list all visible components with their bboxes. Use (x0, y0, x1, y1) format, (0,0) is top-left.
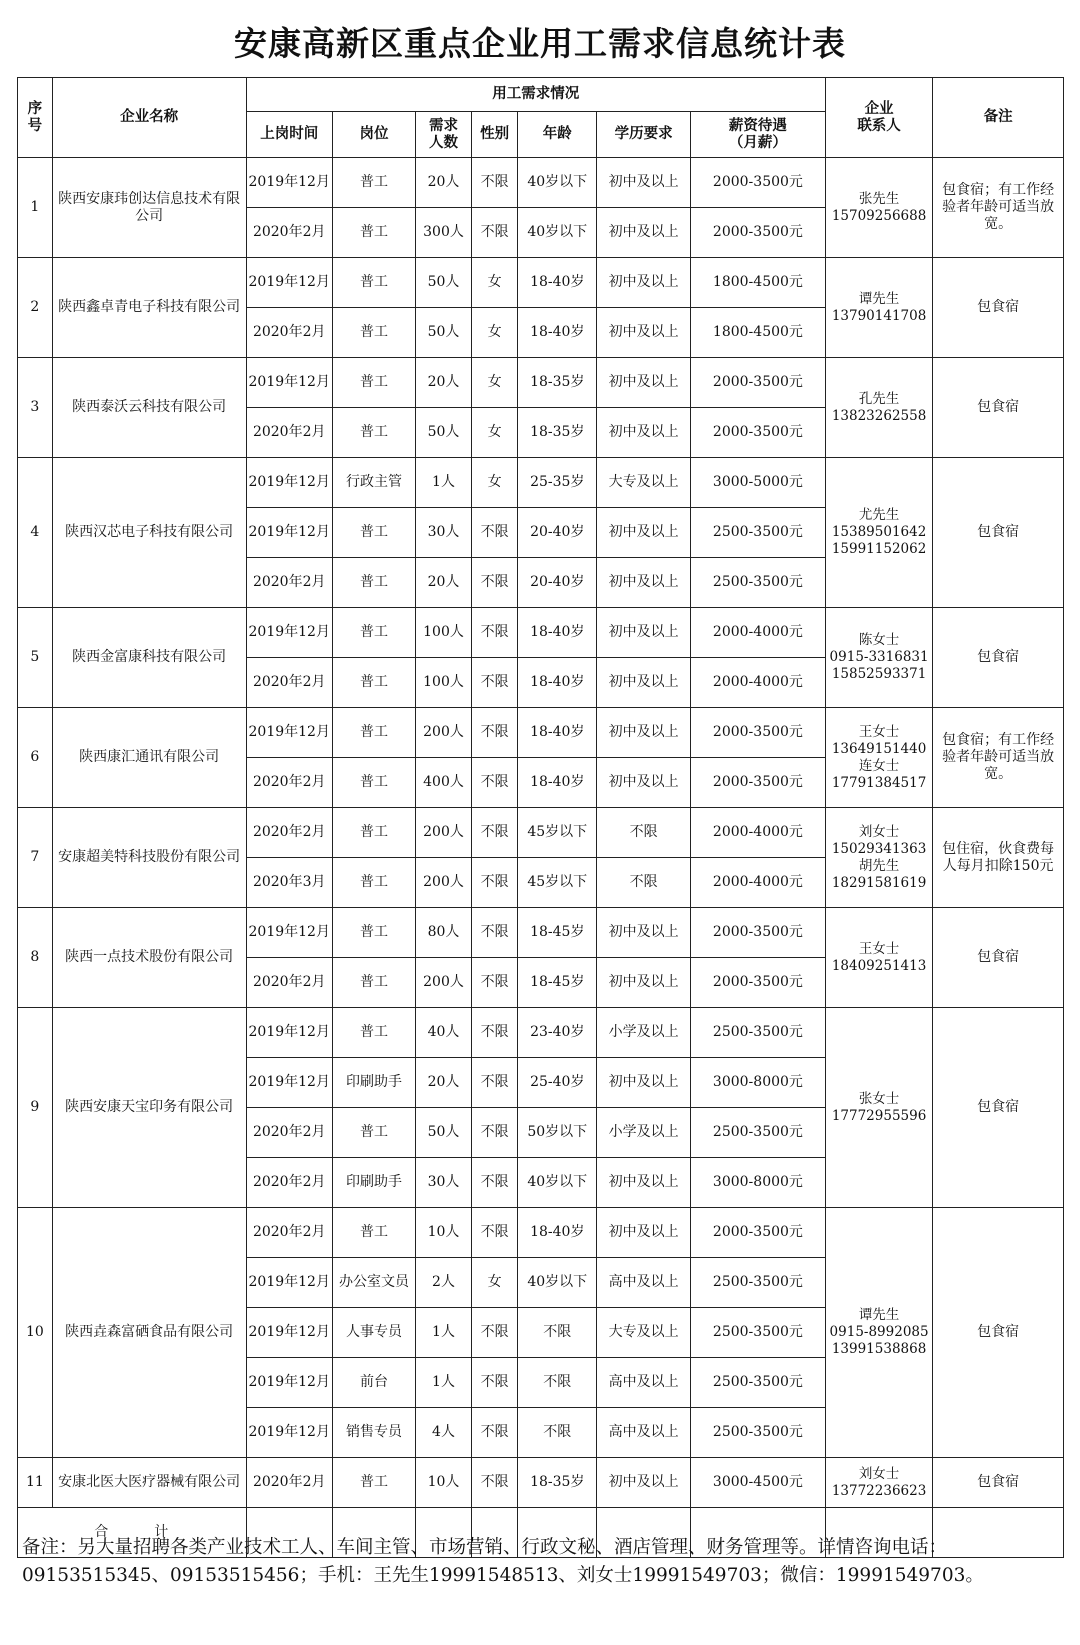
job-education: 初中及以上 (597, 358, 691, 408)
job-position: 普工 (332, 708, 415, 758)
job-position: 普工 (332, 558, 415, 608)
job-age: 40岁以下 (518, 1158, 597, 1208)
job-education: 初中及以上 (597, 508, 691, 558)
company-index: 9 (18, 1008, 53, 1208)
job-salary: 2000-4000元 (690, 808, 825, 858)
company-name: 陕西安康玮创达信息技术有限公司 (52, 158, 246, 258)
job-position: 普工 (332, 508, 415, 558)
job-salary: 2500-3500元 (690, 1108, 825, 1158)
job-salary: 2000-3500元 (690, 208, 825, 258)
job-gender: 不限 (471, 758, 517, 808)
job-position: 普工 (332, 1108, 415, 1158)
company-note: 包食宿 (933, 1208, 1064, 1458)
job-count: 50人 (416, 258, 472, 308)
job-education: 初中及以上 (597, 1458, 691, 1508)
job-gender: 女 (471, 408, 517, 458)
company-name: 陕西一点技术股份有限公司 (52, 908, 246, 1008)
job-position: 普工 (332, 958, 415, 1008)
table-row (18, 158, 1064, 208)
job-start-time: 2019年12月 (246, 1058, 332, 1108)
company-name: 安康超美特科技股份有限公司 (52, 808, 246, 908)
job-education: 初中及以上 (597, 1058, 691, 1108)
job-position: 普工 (332, 758, 415, 808)
job-gender: 不限 (471, 1458, 517, 1508)
job-start-time: 2020年2月 (246, 408, 332, 458)
job-position: 普工 (332, 858, 415, 908)
header-position: 岗位 (332, 112, 415, 158)
job-count: 200人 (416, 808, 472, 858)
job-position: 销售专员 (332, 1408, 415, 1458)
job-count: 20人 (416, 358, 472, 408)
job-start-time: 2019年12月 (246, 1008, 332, 1058)
job-education: 初中及以上 (597, 408, 691, 458)
job-gender: 女 (471, 1258, 517, 1308)
company-contact: 王女士 13649151440 连女士 17791384517 (825, 708, 932, 808)
job-start-time: 2019年12月 (246, 1258, 332, 1308)
job-position: 人事专员 (332, 1308, 415, 1358)
company-name: 陕西垚森富硒食品有限公司 (52, 1208, 246, 1458)
job-count: 50人 (416, 408, 472, 458)
job-count: 20人 (416, 1058, 472, 1108)
company-note: 包食宿 (933, 908, 1064, 1008)
job-age: 18-40岁 (518, 258, 597, 308)
company-note: 包住宿，伙食费每人每月扣除150元 (933, 808, 1064, 908)
table-row (18, 258, 1064, 308)
company-note: 包食宿；有工作经验者年龄可适当放宽。 (933, 708, 1064, 808)
table-body (18, 158, 1064, 1558)
job-gender: 不限 (471, 1008, 517, 1058)
job-age: 18-40岁 (518, 708, 597, 758)
job-salary: 2000-3500元 (690, 958, 825, 1008)
job-salary: 2000-3500元 (690, 758, 825, 808)
job-age: 25-35岁 (518, 458, 597, 508)
job-start-time: 2019年12月 (246, 508, 332, 558)
job-start-time: 2020年3月 (246, 858, 332, 908)
job-age: 40岁以下 (518, 1258, 597, 1308)
company-name: 陕西安康天宝印务有限公司 (52, 1008, 246, 1208)
job-age: 18-35岁 (518, 408, 597, 458)
job-gender: 不限 (471, 658, 517, 708)
job-education: 初中及以上 (597, 608, 691, 658)
company-name: 陕西汉芯电子科技有限公司 (52, 458, 246, 608)
job-education: 初中及以上 (597, 908, 691, 958)
job-education: 初中及以上 (597, 1208, 691, 1258)
job-count: 1人 (416, 458, 472, 508)
job-position: 普工 (332, 158, 415, 208)
job-education: 大专及以上 (597, 1308, 691, 1358)
job-salary: 1800-4500元 (690, 308, 825, 358)
company-index: 1 (18, 158, 53, 258)
job-position: 普工 (332, 308, 415, 358)
document-title: 安康高新区重点企业用工需求信息统计表 (234, 24, 846, 63)
table-row (18, 458, 1064, 508)
job-count: 100人 (416, 658, 472, 708)
job-salary: 2000-3500元 (690, 408, 825, 458)
job-salary: 2500-3500元 (690, 1308, 825, 1358)
job-count: 40人 (416, 1008, 472, 1058)
job-salary: 2000-3500元 (690, 708, 825, 758)
total-label: 合 计 (18, 1508, 247, 1558)
job-start-time: 2019年12月 (246, 358, 332, 408)
company-name: 陕西泰沃云科技有限公司 (52, 358, 246, 458)
job-gender: 不限 (471, 208, 517, 258)
job-start-time: 2020年2月 (246, 658, 332, 708)
company-contact: 刘女士 13772236623 (825, 1458, 932, 1508)
company-contact: 张先生 15709256688 (825, 158, 932, 258)
job-position: 行政主管 (332, 458, 415, 508)
job-start-time: 2020年2月 (246, 1458, 332, 1508)
job-count: 20人 (416, 158, 472, 208)
company-note: 包食宿 (933, 1008, 1064, 1208)
company-note: 包食宿 (933, 1458, 1064, 1508)
job-start-time: 2020年2月 (246, 208, 332, 258)
job-count: 30人 (416, 508, 472, 558)
job-start-time: 2020年2月 (246, 808, 332, 858)
job-position: 普工 (332, 1458, 415, 1508)
company-contact: 张女士 17772955596 (825, 1008, 932, 1208)
job-gender: 不限 (471, 708, 517, 758)
company-name: 陕西金富康科技有限公司 (52, 608, 246, 708)
job-education: 高中及以上 (597, 1358, 691, 1408)
job-count: 200人 (416, 708, 472, 758)
job-salary: 2000-4000元 (690, 858, 825, 908)
table-row (18, 808, 1064, 858)
job-start-time: 2019年12月 (246, 908, 332, 958)
job-education: 初中及以上 (597, 258, 691, 308)
job-education: 初中及以上 (597, 758, 691, 808)
company-name: 陕西鑫卓青电子科技有限公司 (52, 258, 246, 358)
job-salary: 2000-4000元 (690, 608, 825, 658)
company-contact: 尤先生 15389501642 15991152062 (825, 458, 932, 608)
job-start-time: 2019年12月 (246, 1358, 332, 1408)
header-count: 需求 人数 (416, 112, 472, 158)
job-age: 18-40岁 (518, 308, 597, 358)
job-start-time: 2019年12月 (246, 258, 332, 308)
job-position: 普工 (332, 658, 415, 708)
job-count: 10人 (416, 1458, 472, 1508)
job-education: 不限 (597, 808, 691, 858)
job-gender: 不限 (471, 1208, 517, 1258)
header-start-time: 上岗时间 (246, 112, 332, 158)
job-count: 4人 (416, 1408, 472, 1458)
job-start-time: 2019年12月 (246, 158, 332, 208)
job-gender: 不限 (471, 1158, 517, 1208)
company-name: 安康北医大医疗器械有限公司 (52, 1458, 246, 1508)
job-position: 印刷助手 (332, 1058, 415, 1108)
job-gender: 女 (471, 258, 517, 308)
job-education: 高中及以上 (597, 1408, 691, 1458)
company-name: 陕西康汇通讯有限公司 (52, 708, 246, 808)
company-note: 包食宿 (933, 608, 1064, 708)
job-start-time: 2020年2月 (246, 1208, 332, 1258)
company-contact: 孔先生 13823262558 (825, 358, 932, 458)
job-salary: 3000-8000元 (690, 1058, 825, 1108)
job-gender: 不限 (471, 508, 517, 558)
job-age: 45岁以下 (518, 858, 597, 908)
job-start-time: 2019年12月 (246, 1308, 332, 1358)
job-gender: 不限 (471, 558, 517, 608)
job-position: 普工 (332, 808, 415, 858)
header-contact: 企业 联系人 (825, 78, 932, 158)
job-count: 2人 (416, 1258, 472, 1308)
company-index: 7 (18, 808, 53, 908)
job-salary: 1800-4500元 (690, 258, 825, 308)
job-gender: 女 (471, 308, 517, 358)
job-position: 普工 (332, 208, 415, 258)
job-age: 40岁以下 (518, 158, 597, 208)
job-start-time: 2020年2月 (246, 1158, 332, 1208)
company-contact: 谭先生 13790141708 (825, 258, 932, 358)
job-age: 18-40岁 (518, 658, 597, 708)
job-education: 高中及以上 (597, 1258, 691, 1308)
header-education: 学历要求 (597, 112, 691, 158)
table-row (18, 708, 1064, 758)
job-position: 普工 (332, 258, 415, 308)
job-gender: 不限 (471, 158, 517, 208)
job-gender: 不限 (471, 1308, 517, 1358)
job-count: 300人 (416, 208, 472, 258)
job-position: 办公室文员 (332, 1258, 415, 1308)
job-age: 23-40岁 (518, 1008, 597, 1058)
job-education: 初中及以上 (597, 658, 691, 708)
job-salary: 2000-4000元 (690, 658, 825, 708)
job-start-time: 2019年12月 (246, 608, 332, 658)
job-age: 25-40岁 (518, 1058, 597, 1108)
table-row (18, 1008, 1064, 1058)
table-row (18, 1208, 1064, 1258)
job-gender: 不限 (471, 858, 517, 908)
job-salary: 2000-3500元 (690, 908, 825, 958)
job-position: 印刷助手 (332, 1158, 415, 1208)
job-age: 18-40岁 (518, 1208, 597, 1258)
job-start-time: 2020年2月 (246, 958, 332, 1008)
job-salary: 2500-3500元 (690, 1358, 825, 1408)
job-salary: 2000-3500元 (690, 158, 825, 208)
company-contact: 刘女士 15029341363 胡先生 18291581619 (825, 808, 932, 908)
job-start-time: 2019年12月 (246, 458, 332, 508)
header-gender: 性别 (471, 112, 517, 158)
table-row (18, 908, 1064, 958)
job-age: 18-40岁 (518, 758, 597, 808)
job-education: 小学及以上 (597, 1008, 691, 1058)
job-age: 18-35岁 (518, 1458, 597, 1508)
job-age: 20-40岁 (518, 558, 597, 608)
job-salary: 3000-5000元 (690, 458, 825, 508)
company-index: 8 (18, 908, 53, 1008)
company-note: 包食宿；有工作经验者年龄可适当放宽。 (933, 158, 1064, 258)
job-education: 初中及以上 (597, 958, 691, 1008)
job-count: 100人 (416, 608, 472, 658)
company-index: 4 (18, 458, 53, 608)
job-gender: 不限 (471, 1108, 517, 1158)
job-start-time: 2020年2月 (246, 1108, 332, 1158)
job-education: 大专及以上 (597, 458, 691, 508)
job-gender: 女 (471, 358, 517, 408)
job-salary: 2500-3500元 (690, 1008, 825, 1058)
job-gender: 不限 (471, 808, 517, 858)
job-age: 不限 (518, 1408, 597, 1458)
company-index: 3 (18, 358, 53, 458)
company-index: 6 (18, 708, 53, 808)
job-start-time: 2019年12月 (246, 1408, 332, 1458)
company-contact: 陈女士 0915-3316831 15852593371 (825, 608, 932, 708)
job-education: 小学及以上 (597, 1108, 691, 1158)
job-position: 普工 (332, 358, 415, 408)
job-gender: 不限 (471, 608, 517, 658)
job-count: 50人 (416, 308, 472, 358)
job-count: 400人 (416, 758, 472, 808)
job-start-time: 2019年12月 (246, 708, 332, 758)
header-demand-group: 用工需求情况 (246, 78, 825, 112)
job-age: 18-45岁 (518, 958, 597, 1008)
job-start-time: 2020年2月 (246, 758, 332, 808)
job-salary: 2500-3500元 (690, 508, 825, 558)
job-salary: 2000-3500元 (690, 358, 825, 408)
job-count: 20人 (416, 558, 472, 608)
job-education: 初中及以上 (597, 558, 691, 608)
header-age: 年龄 (518, 112, 597, 158)
job-education: 初中及以上 (597, 708, 691, 758)
job-salary: 3000-4500元 (690, 1458, 825, 1508)
job-gender: 不限 (471, 958, 517, 1008)
job-age: 20-40岁 (518, 508, 597, 558)
job-gender: 女 (471, 458, 517, 508)
job-age: 45岁以下 (518, 808, 597, 858)
job-gender: 不限 (471, 908, 517, 958)
job-count: 1人 (416, 1308, 472, 1358)
company-contact: 王女士 18409251413 (825, 908, 932, 1008)
job-age: 18-45岁 (518, 908, 597, 958)
job-count: 200人 (416, 958, 472, 1008)
job-start-time: 2020年2月 (246, 558, 332, 608)
job-position: 普工 (332, 408, 415, 458)
company-note: 包食宿 (933, 458, 1064, 608)
job-age: 18-40岁 (518, 608, 597, 658)
job-gender: 不限 (471, 1358, 517, 1408)
company-index: 11 (18, 1458, 53, 1508)
footnote: 备注：另大量招聘各类产业技术工人、车间主管、市场营销、行政文秘、酒店管理、财务管理等。详情咨询电话：09153515345、09153515456；手机：王先生19991548513、刘女士19991549703；微信：19991549703。 (22, 1537, 984, 1586)
header-company: 企业名称 (52, 78, 246, 158)
job-age: 50岁以下 (518, 1108, 597, 1158)
company-index: 10 (18, 1208, 53, 1458)
job-education: 初中及以上 (597, 308, 691, 358)
table-row (18, 358, 1064, 408)
job-position: 普工 (332, 1208, 415, 1258)
company-note: 包食宿 (933, 258, 1064, 358)
job-count: 200人 (416, 858, 472, 908)
job-age: 18-35岁 (518, 358, 597, 408)
table-row (18, 1458, 1064, 1508)
header-salary: 薪资待遇 （月薪） (690, 112, 825, 158)
job-position: 前台 (332, 1358, 415, 1408)
job-count: 10人 (416, 1208, 472, 1258)
table-row (18, 608, 1064, 658)
header-note: 备注 (933, 78, 1064, 158)
job-age: 不限 (518, 1358, 597, 1408)
job-count: 50人 (416, 1108, 472, 1158)
job-education: 初中及以上 (597, 1158, 691, 1208)
company-contact: 谭先生 0915-8992085 13991538868 (825, 1208, 932, 1458)
job-count: 30人 (416, 1158, 472, 1208)
job-start-time: 2020年2月 (246, 308, 332, 358)
job-salary: 2500-3500元 (690, 558, 825, 608)
job-salary: 3000-8000元 (690, 1158, 825, 1208)
company-index: 2 (18, 258, 53, 358)
job-position: 普工 (332, 1008, 415, 1058)
job-salary: 2500-3500元 (690, 1408, 825, 1458)
header-index: 序 号 (18, 78, 53, 158)
job-position: 普工 (332, 908, 415, 958)
job-salary: 2500-3500元 (690, 1258, 825, 1308)
job-education: 初中及以上 (597, 158, 691, 208)
job-gender: 不限 (471, 1408, 517, 1458)
job-education: 初中及以上 (597, 208, 691, 258)
job-position: 普工 (332, 608, 415, 658)
company-index: 5 (18, 608, 53, 708)
job-gender: 不限 (471, 1058, 517, 1108)
job-count: 80人 (416, 908, 472, 958)
job-age: 40岁以下 (518, 208, 597, 258)
job-count: 1人 (416, 1358, 472, 1408)
job-age: 不限 (518, 1308, 597, 1358)
job-salary: 2000-3500元 (690, 1208, 825, 1258)
company-note: 包食宿 (933, 358, 1064, 458)
recruitment-table (17, 77, 1064, 1558)
job-education: 不限 (597, 858, 691, 908)
